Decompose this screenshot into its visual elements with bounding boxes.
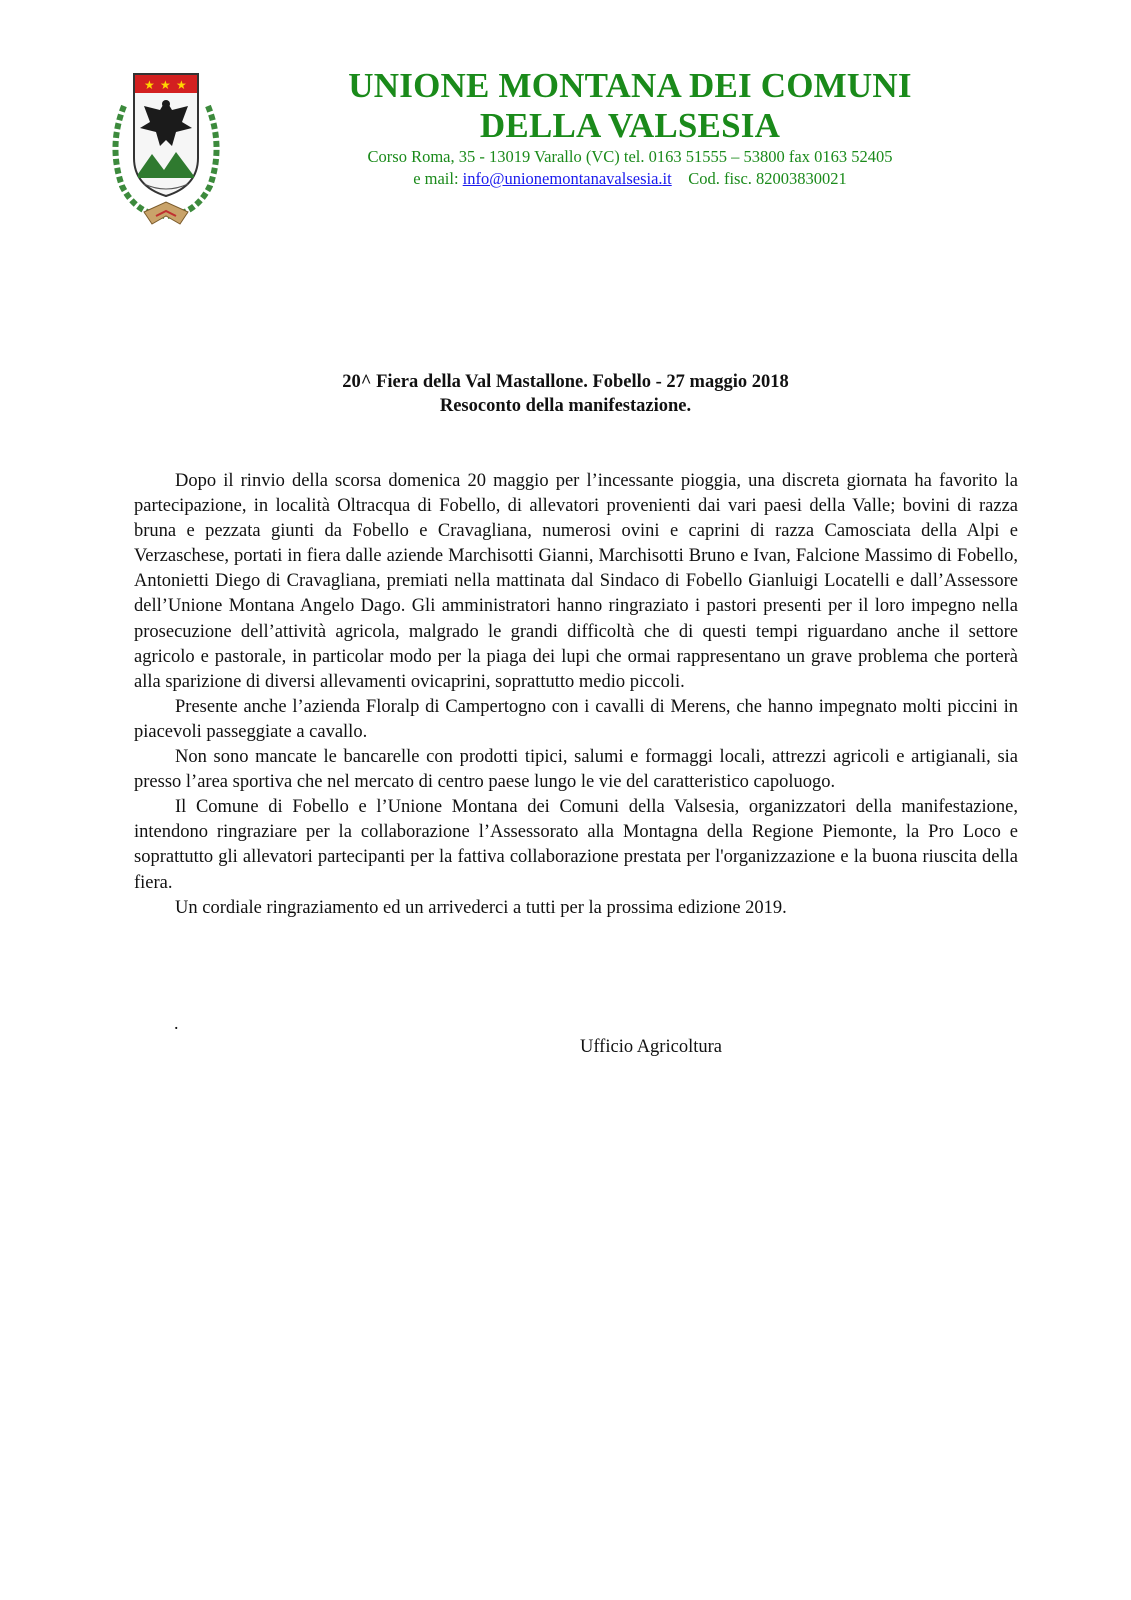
letterhead: [240, 66, 1020, 190]
paragraph: Dopo il rinvio della scorsa domenica 20 maggio per l’incessante pioggia, una discreta giornata ha favorito la partecipazione, in località Oltracqua di Fobello, di allevatori provenienti dai vari paesi della Valle; bovini di razza bruna e pezzata giunti da Fobello e Cravagliana, numerosi ovini e caprini di razza Camosciata della Alpi e Verzaschese, portati in fiera dalle aziende Marchisotti Gianni, Marchisotti Bruno e Ivan, Falcione Massimo di Fobello, Antonietti Diego di Cravagliana, premiati nella mattinata dal Sindaco di Fobello Gianluigi Locatelli e dall’Assessore dell’Unione Montana Angelo Dago. Gli amministratori hanno ringraziato i pastori presenti per il loro impegno nella prosecuzione dell’attività agricola, malgrado le grandi difficoltà che di questi tempi riguardano anche il settore agricolo e pastorale, in particolar modo per la piaga dei lupi che ormai rappresentano un grave problema che porterà alla sparizione di diversi allevamenti ovicaprini, soprattutto medio piccoli.: [134, 471, 1018, 692]
stray-mark: .: [174, 1013, 179, 1033]
title-line-1: 20^ Fiera della Val Mastallone. Fobello - 27 maggio 2018: [342, 372, 789, 392]
paragraph: Il Comune di Fobello e l’Unione Montana dei Comuni della Valsesia, organizzatori della manifestazione, intendono ringraziare per la collaborazione l’Assessorato alla Montagna della Regione Piemonte, la Pro Loco e soprattutto gli allevatori partecipanti per la fattiva collaborazione prestata per l'organizzazione e la buona riuscita della fiera.: [134, 797, 1018, 893]
svg-text:★: ★: [160, 78, 171, 92]
svg-text:★: ★: [176, 78, 187, 92]
paragraph: Non sono mancate le bancarelle con prodotti tipici, salumi e formaggi locali, attrezzi agricoli e artigianali, sia presso l’area sportiva che nel mercato di centro paese lungo le vie del caratteristico capoluogo.: [134, 747, 1018, 793]
email-line: [240, 168, 1020, 190]
document-title: [200, 370, 931, 418]
svg-text:★: ★: [144, 78, 155, 92]
paragraph: Presente anche l’azienda Floralp di Campertogno con i cavalli di Merens, che hanno impegnato molti piccini in piacevoli passeggiate a cavallo.: [134, 696, 1018, 742]
signature: Ufficio Agricoltura: [580, 1037, 722, 1057]
address-line: Corso Roma, 35 - 13019 Varallo (VC) tel. 0163 51555 – 53800 fax 0163 52405: [367, 147, 893, 166]
organization-name-line2: DELLA VALSESIA: [479, 106, 781, 145]
email-label: e mail:: [413, 169, 463, 188]
title-line-2: Resoconto della manifestazione.: [439, 396, 692, 416]
organization-name: UNIONE MONTANA DEI COMUNI: [348, 66, 912, 105]
fiscal-code: Cod. fisc. 82003830021: [688, 169, 847, 188]
paragraph: Un cordiale ringraziamento ed un arrivederci a tutti per la prossima edizione 2019.: [175, 897, 787, 918]
email-link[interactable]: info@unionemontanavalsesia.it: [462, 169, 672, 188]
document-body: [134, 469, 1018, 921]
coat-of-arms-eagle-icon: [104, 66, 228, 228]
